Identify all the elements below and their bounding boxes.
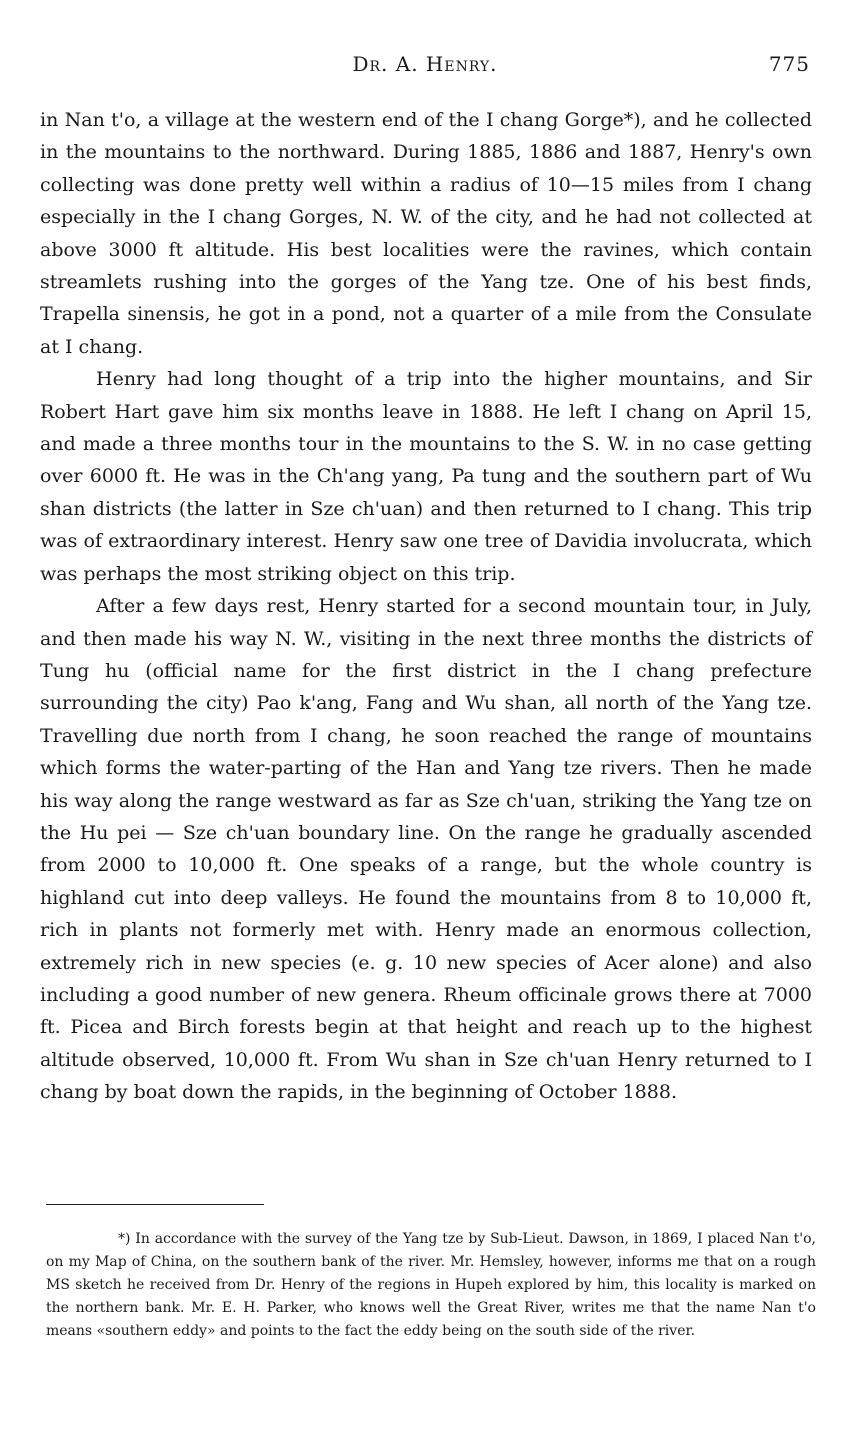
paragraph-3: After a few days rest, Henry started for a second mountain tour, in July, and then made his way N. W., visiting in the next three months the districts of Tung hu (official name for the first district in the I chang prefecture surrounding the city) Pao k'ang, Fang and Wu shan, all north of the Yang tze. Travelling due north from I chang, he soon reached the range of mountains which forms the water-parting of the Han and Yang tze rivers. Then he made his way along the range westward as far as Sze ch'uan, striking the Yang tze on the Hu pei — Sze ch'uan boundary line. On the range he gradually ascended from 2000 to 10,000 ft. One speaks of a range, but the whole country is highland cut into deep valleys. He found the mountains from 8 to 10,000 ft, rich in plants not formerly met with. Henry made an enormous collection, extremely rich in new species (e. g. 10 new species of Acer alone) and also including a good number of new genera. Rheum officinale grows there at 7000 ft. Picea and Birch forests begin at that height and reach up to the highest altitude observed, 10,000 ft. From Wu shan in Sze ch'uan Henry returned to I chang by boat down the rapids, in the beginning of October 1888. [40, 595, 812, 1104]
body-text [40, 104, 812, 1109]
paragraph-2: Henry had long thought of a trip into the higher mountains, and Sir Robert Hart gave him six months leave in 1888. He left I chang on April 15, and made a three months tour in the mountains to the S. W. in no case getting over 6000 ft. He was in the Ch'ang yang, Pa tung and the southern part of Wu shan districts (the latter in Sze ch'uan) and then returned to I chang. This trip was of extraordinary interest. Henry saw one tree of Davidia involucrata, which was perhaps the most striking object on this trip. [40, 368, 812, 585]
footnote [46, 1228, 816, 1343]
page-number: 775 [768, 52, 810, 76]
running-head-author: Dr. A. Henry. [352, 52, 498, 76]
running-head [40, 52, 810, 82]
footnote-separator [46, 1204, 264, 1205]
paragraph-1: in Nan t'o, a village at the western end of the I chang Gorge*), and he collected in the mountains to the northward. During 1885, 1886 and 1887, Henry's own collecting was done pretty well within a radius of 10—15 miles from I chang especially in the I chang Gorges, N. W. of the city, and he had not collected at above 3000 ft altitude. His best localities were the ravines, which contain streamlets rushing into the gorges of the Yang tze. One of his best finds, Trapella sinensis, he got in a pond, not a quarter of a mile from the Consulate at I chang. [40, 109, 812, 358]
footnote-text: *) In accordance with the survey of the Yang tze by Sub-Lieut. Dawson, in 1869, I placed Nan t'o, on my Map of China, on the southern bank of the river. Mr. Hemsley, however, informs me that on a rough MS sketch he received from Dr. Henry of the regions in Hupeh explored by him, this locality is marked on the northern bank. Mr. E. H. Parker, who knows well the Great River, writes me that the name Nan t'o means «southern eddy» and points to the fact the eddy being on the south side of the river. [46, 1231, 816, 1339]
